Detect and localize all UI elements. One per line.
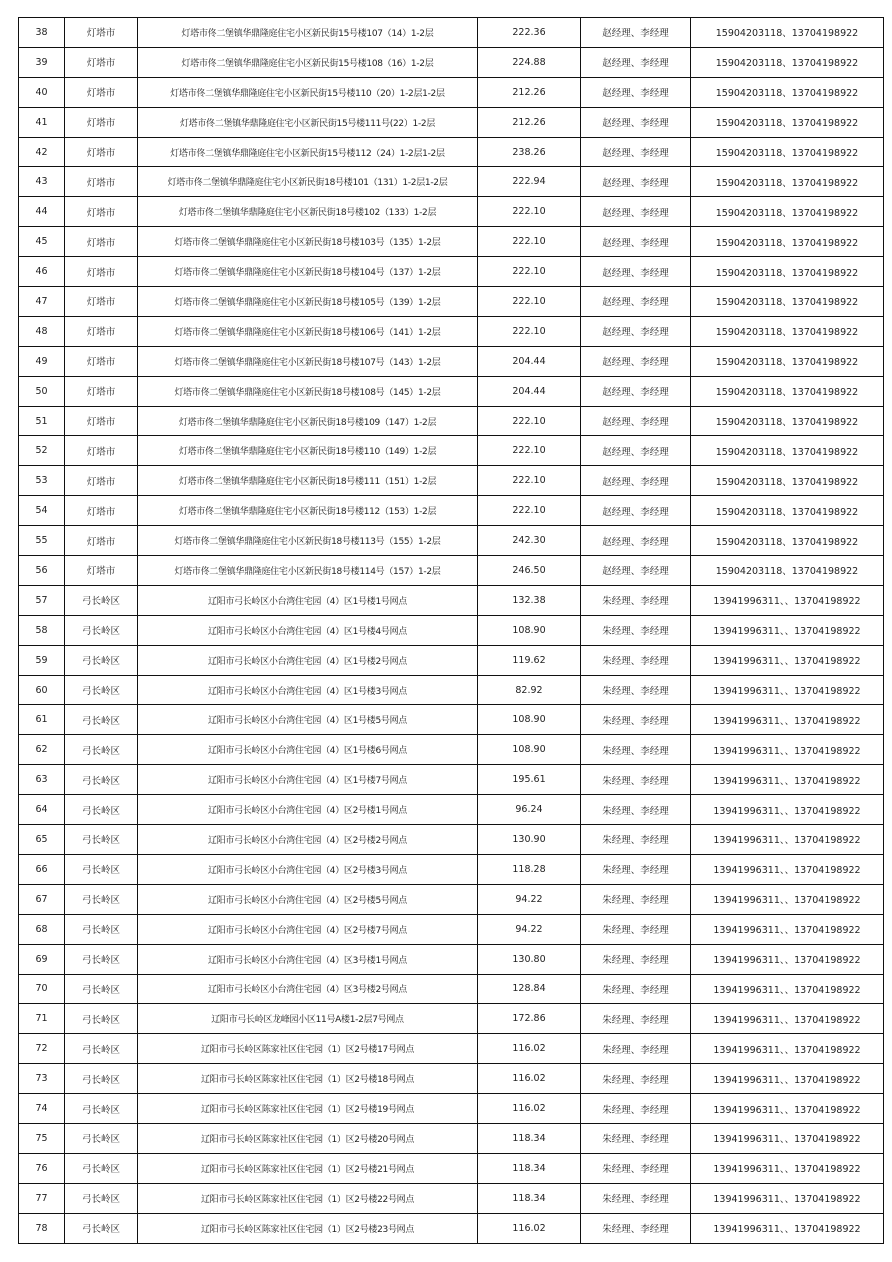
cell-district: 灯塔市 <box>65 107 138 137</box>
table-row <box>19 1064 884 1094</box>
cell-area: 238.26 <box>478 137 581 167</box>
cell-district: 弓长岭区 <box>65 765 138 795</box>
cell-manager: 赵经理、李经理 <box>581 316 691 346</box>
cell-district: 弓长岭区 <box>65 974 138 1004</box>
cell-phone: 15904203118、13704198922 <box>691 556 884 586</box>
cell-manager: 朱经理、李经理 <box>581 974 691 1004</box>
cell-number: 51 <box>19 406 65 436</box>
cell-phone: 13941996311、、13704198922 <box>691 944 884 974</box>
cell-number: 69 <box>19 944 65 974</box>
cell-district: 灯塔市 <box>65 466 138 496</box>
cell-district: 弓长岭区 <box>65 1153 138 1183</box>
cell-manager: 朱经理、李经理 <box>581 735 691 765</box>
cell-district: 灯塔市 <box>65 77 138 107</box>
cell-manager: 赵经理、李经理 <box>581 47 691 77</box>
table-row <box>19 884 884 914</box>
cell-phone: 15904203118、13704198922 <box>691 47 884 77</box>
cell-number: 67 <box>19 884 65 914</box>
table-row <box>19 257 884 287</box>
cell-phone: 15904203118、13704198922 <box>691 18 884 48</box>
cell-district: 弓长岭区 <box>65 1213 138 1243</box>
cell-area: 204.44 <box>478 376 581 406</box>
cell-district: 弓长岭区 <box>65 1004 138 1034</box>
cell-number: 40 <box>19 77 65 107</box>
table-row <box>19 1213 884 1243</box>
cell-manager: 朱经理、李经理 <box>581 825 691 855</box>
cell-address: 灯塔市佟二堡镇华鼎隆庭住宅小区新民街18号楼102（133）1-2层 <box>138 197 478 227</box>
cell-address: 灯塔市佟二堡镇华鼎隆庭住宅小区新民街18号楼109（147）1-2层 <box>138 406 478 436</box>
cell-area: 116.02 <box>478 1094 581 1124</box>
table-row <box>19 316 884 346</box>
table-row <box>19 556 884 586</box>
cell-phone: 13941996311、、13704198922 <box>691 1213 884 1243</box>
cell-area: 224.88 <box>478 47 581 77</box>
table-row <box>19 77 884 107</box>
cell-area: 116.02 <box>478 1064 581 1094</box>
cell-address: 灯塔市佟二堡镇华鼎隆庭住宅小区新民街18号楼111（151）1-2层 <box>138 466 478 496</box>
cell-number: 74 <box>19 1094 65 1124</box>
cell-district: 灯塔市 <box>65 197 138 227</box>
cell-manager: 朱经理、李经理 <box>581 854 691 884</box>
cell-address: 灯塔市佟二堡镇华鼎隆庭住宅小区新民街15号楼110（20）1-2层1-2层 <box>138 77 478 107</box>
cell-area: 222.10 <box>478 406 581 436</box>
cell-number: 39 <box>19 47 65 77</box>
table-row <box>19 1153 884 1183</box>
cell-manager: 朱经理、李经理 <box>581 1064 691 1094</box>
table-row <box>19 854 884 884</box>
cell-address: 辽阳市弓长岭区小台湾住宅园（4）区3号楼2号网点 <box>138 974 478 1004</box>
cell-phone: 15904203118、13704198922 <box>691 197 884 227</box>
cell-area: 116.02 <box>478 1034 581 1064</box>
cell-address: 灯塔市佟二堡镇华鼎隆庭住宅小区新民街18号楼113号（155）1-2层 <box>138 526 478 556</box>
cell-area: 94.22 <box>478 884 581 914</box>
table-row <box>19 615 884 645</box>
cell-manager: 朱经理、李经理 <box>581 884 691 914</box>
cell-address: 辽阳市弓长岭区陈家社区住宅园（1）区2号楼17号网点 <box>138 1034 478 1064</box>
cell-address: 辽阳市弓长岭区陈家社区住宅园（1）区2号楼22号网点 <box>138 1183 478 1213</box>
cell-address: 灯塔市佟二堡镇华鼎隆庭住宅小区新民街18号楼103号（135）1-2层 <box>138 227 478 257</box>
cell-area: 118.34 <box>478 1183 581 1213</box>
table-row <box>19 107 884 137</box>
cell-number: 49 <box>19 346 65 376</box>
cell-manager: 赵经理、李经理 <box>581 526 691 556</box>
cell-manager: 赵经理、李经理 <box>581 257 691 287</box>
table-row <box>19 1034 884 1064</box>
cell-address: 灯塔市佟二堡镇华鼎隆庭住宅小区新民街18号楼104号（137）1-2层 <box>138 257 478 287</box>
cell-number: 65 <box>19 825 65 855</box>
cell-manager: 赵经理、李经理 <box>581 227 691 257</box>
cell-manager: 赵经理、李经理 <box>581 77 691 107</box>
table-row <box>19 496 884 526</box>
cell-number: 44 <box>19 197 65 227</box>
cell-phone: 15904203118、13704198922 <box>691 346 884 376</box>
cell-phone: 13941996311、、13704198922 <box>691 884 884 914</box>
cell-number: 45 <box>19 227 65 257</box>
cell-manager: 赵经理、李经理 <box>581 406 691 436</box>
cell-area: 119.62 <box>478 645 581 675</box>
table-row <box>19 436 884 466</box>
cell-manager: 朱经理、李经理 <box>581 1123 691 1153</box>
cell-number: 66 <box>19 854 65 884</box>
cell-manager: 赵经理、李经理 <box>581 346 691 376</box>
cell-number: 75 <box>19 1123 65 1153</box>
cell-address: 灯塔市佟二堡镇华鼎隆庭住宅小区新民街18号楼105号（139）1-2层 <box>138 287 478 317</box>
cell-address: 辽阳市弓长岭区小台湾住宅园（4）区3号楼1号网点 <box>138 944 478 974</box>
cell-area: 212.26 <box>478 107 581 137</box>
cell-address: 辽阳市弓长岭区小台湾住宅园（4）区1号楼1号网点 <box>138 585 478 615</box>
cell-number: 71 <box>19 1004 65 1034</box>
cell-district: 弓长岭区 <box>65 884 138 914</box>
cell-address: 辽阳市弓长岭区小台湾住宅园（4）区2号楼1号网点 <box>138 795 478 825</box>
cell-manager: 朱经理、李经理 <box>581 1004 691 1034</box>
cell-address: 辽阳市弓长岭区陈家社区住宅园（1）区2号楼18号网点 <box>138 1064 478 1094</box>
cell-address: 灯塔市佟二堡镇华鼎隆庭住宅小区新民街15号楼112（24）1-2层1-2层 <box>138 137 478 167</box>
cell-number: 41 <box>19 107 65 137</box>
table-body <box>19 18 884 1244</box>
cell-manager: 朱经理、李经理 <box>581 795 691 825</box>
cell-area: 116.02 <box>478 1213 581 1243</box>
cell-number: 64 <box>19 795 65 825</box>
property-table <box>18 17 884 1244</box>
cell-number: 61 <box>19 705 65 735</box>
cell-manager: 赵经理、李经理 <box>581 496 691 526</box>
cell-address: 辽阳市弓长岭区小台湾住宅园（4）区2号楼3号网点 <box>138 854 478 884</box>
table-row <box>19 18 884 48</box>
cell-district: 弓长岭区 <box>65 1034 138 1064</box>
cell-number: 55 <box>19 526 65 556</box>
cell-manager: 赵经理、李经理 <box>581 197 691 227</box>
cell-district: 弓长岭区 <box>65 615 138 645</box>
table-row <box>19 346 884 376</box>
cell-district: 灯塔市 <box>65 257 138 287</box>
cell-number: 58 <box>19 615 65 645</box>
cell-area: 128.84 <box>478 974 581 1004</box>
cell-area: 222.10 <box>478 316 581 346</box>
cell-manager: 朱经理、李经理 <box>581 585 691 615</box>
table-row <box>19 675 884 705</box>
cell-phone: 13941996311、、13704198922 <box>691 1123 884 1153</box>
cell-address: 灯塔市佟二堡镇华鼎隆庭住宅小区新民街15号楼111号(22）1-2层 <box>138 107 478 137</box>
cell-area: 242.30 <box>478 526 581 556</box>
cell-address: 灯塔市佟二堡镇华鼎隆庭住宅小区新民街18号楼114号（157）1-2层 <box>138 556 478 586</box>
cell-manager: 赵经理、李经理 <box>581 107 691 137</box>
cell-phone: 15904203118、13704198922 <box>691 287 884 317</box>
cell-number: 68 <box>19 914 65 944</box>
cell-district: 灯塔市 <box>65 436 138 466</box>
cell-district: 灯塔市 <box>65 406 138 436</box>
cell-area: 222.10 <box>478 197 581 227</box>
cell-district: 弓长岭区 <box>65 854 138 884</box>
cell-district: 灯塔市 <box>65 496 138 526</box>
cell-manager: 赵经理、李经理 <box>581 376 691 406</box>
cell-address: 辽阳市弓长岭区小台湾住宅园（4）区2号楼2号网点 <box>138 825 478 855</box>
cell-district: 灯塔市 <box>65 526 138 556</box>
cell-address: 辽阳市弓长岭区陈家社区住宅园（1）区2号楼20号网点 <box>138 1123 478 1153</box>
cell-district: 弓长岭区 <box>65 944 138 974</box>
cell-area: 108.90 <box>478 615 581 645</box>
table-row <box>19 585 884 615</box>
cell-phone: 13941996311、、13704198922 <box>691 1094 884 1124</box>
cell-area: 172.86 <box>478 1004 581 1034</box>
cell-phone: 13941996311、、13704198922 <box>691 1153 884 1183</box>
cell-district: 弓长岭区 <box>65 735 138 765</box>
cell-area: 222.10 <box>478 436 581 466</box>
cell-area: 96.24 <box>478 795 581 825</box>
cell-manager: 赵经理、李经理 <box>581 18 691 48</box>
cell-district: 弓长岭区 <box>65 705 138 735</box>
cell-phone: 13941996311、、13704198922 <box>691 1004 884 1034</box>
table-row <box>19 914 884 944</box>
cell-number: 48 <box>19 316 65 346</box>
cell-address: 辽阳市弓长岭区小台湾住宅园（4）区1号楼2号网点 <box>138 645 478 675</box>
cell-area: 222.10 <box>478 287 581 317</box>
cell-area: 118.34 <box>478 1123 581 1153</box>
table-row <box>19 795 884 825</box>
cell-district: 弓长岭区 <box>65 645 138 675</box>
cell-number: 52 <box>19 436 65 466</box>
table-row <box>19 765 884 795</box>
cell-number: 72 <box>19 1034 65 1064</box>
cell-phone: 13941996311、、13704198922 <box>691 825 884 855</box>
cell-phone: 15904203118、13704198922 <box>691 496 884 526</box>
cell-phone: 13941996311、、13704198922 <box>691 615 884 645</box>
cell-district: 弓长岭区 <box>65 1183 138 1213</box>
cell-district: 灯塔市 <box>65 47 138 77</box>
cell-number: 76 <box>19 1153 65 1183</box>
cell-manager: 朱经理、李经理 <box>581 645 691 675</box>
table-row <box>19 197 884 227</box>
cell-area: 222.10 <box>478 227 581 257</box>
cell-phone: 13941996311、、13704198922 <box>691 795 884 825</box>
table-row <box>19 705 884 735</box>
cell-address: 灯塔市佟二堡镇华鼎隆庭住宅小区新民街18号楼107号（143）1-2层 <box>138 346 478 376</box>
cell-address: 灯塔市佟二堡镇华鼎隆庭住宅小区新民街18号楼101（131）1-2层1-2层 <box>138 167 478 197</box>
cell-area: 82.92 <box>478 675 581 705</box>
cell-address: 辽阳市弓长岭区陈家社区住宅园（1）区2号楼19号网点 <box>138 1094 478 1124</box>
cell-district: 弓长岭区 <box>65 675 138 705</box>
cell-number: 57 <box>19 585 65 615</box>
table-row <box>19 466 884 496</box>
cell-manager: 朱经理、李经理 <box>581 1034 691 1064</box>
cell-district: 弓长岭区 <box>65 585 138 615</box>
cell-district: 弓长岭区 <box>65 795 138 825</box>
cell-manager: 朱经理、李经理 <box>581 944 691 974</box>
cell-phone: 15904203118、13704198922 <box>691 137 884 167</box>
cell-area: 118.28 <box>478 854 581 884</box>
cell-address: 辽阳市弓长岭区小台湾住宅园（4）区1号楼7号网点 <box>138 765 478 795</box>
cell-manager: 朱经理、李经理 <box>581 1094 691 1124</box>
cell-address: 辽阳市弓长岭区小台湾住宅园（4）区2号楼7号网点 <box>138 914 478 944</box>
cell-number: 42 <box>19 137 65 167</box>
cell-district: 灯塔市 <box>65 346 138 376</box>
cell-number: 77 <box>19 1183 65 1213</box>
cell-phone: 13941996311、、13704198922 <box>691 914 884 944</box>
table-row <box>19 406 884 436</box>
cell-manager: 赵经理、李经理 <box>581 167 691 197</box>
cell-area: 222.10 <box>478 496 581 526</box>
cell-area: 118.34 <box>478 1153 581 1183</box>
table-row <box>19 1094 884 1124</box>
cell-address: 辽阳市弓长岭区小台湾住宅园（4）区2号楼5号网点 <box>138 884 478 914</box>
cell-phone: 13941996311、、13704198922 <box>691 585 884 615</box>
cell-district: 弓长岭区 <box>65 1064 138 1094</box>
cell-area: 130.90 <box>478 825 581 855</box>
cell-phone: 15904203118、13704198922 <box>691 406 884 436</box>
cell-address: 灯塔市佟二堡镇华鼎隆庭住宅小区新民街15号楼107（14）1-2层 <box>138 18 478 48</box>
cell-district: 弓长岭区 <box>65 1094 138 1124</box>
cell-district: 弓长岭区 <box>65 825 138 855</box>
cell-area: 222.10 <box>478 257 581 287</box>
cell-number: 62 <box>19 735 65 765</box>
cell-district: 灯塔市 <box>65 167 138 197</box>
cell-area: 132.38 <box>478 585 581 615</box>
cell-address: 辽阳市弓长岭区小台湾住宅园（4）区1号楼4号网点 <box>138 615 478 645</box>
cell-number: 54 <box>19 496 65 526</box>
cell-manager: 赵经理、李经理 <box>581 137 691 167</box>
cell-phone: 13941996311、、13704198922 <box>691 705 884 735</box>
table-row <box>19 1004 884 1034</box>
cell-district: 灯塔市 <box>65 316 138 346</box>
cell-phone: 15904203118、13704198922 <box>691 167 884 197</box>
cell-address: 灯塔市佟二堡镇华鼎隆庭住宅小区新民街18号楼106号（141）1-2层 <box>138 316 478 346</box>
cell-manager: 朱经理、李经理 <box>581 914 691 944</box>
cell-manager: 赵经理、李经理 <box>581 556 691 586</box>
cell-phone: 13941996311、、13704198922 <box>691 1034 884 1064</box>
table-row <box>19 526 884 556</box>
cell-area: 212.26 <box>478 77 581 107</box>
cell-phone: 13941996311、、13704198922 <box>691 675 884 705</box>
cell-number: 38 <box>19 18 65 48</box>
cell-district: 灯塔市 <box>65 556 138 586</box>
cell-address: 辽阳市弓长岭区小台湾住宅园（4）区1号楼6号网点 <box>138 735 478 765</box>
table-row <box>19 376 884 406</box>
cell-district: 灯塔市 <box>65 227 138 257</box>
cell-area: 222.94 <box>478 167 581 197</box>
cell-number: 50 <box>19 376 65 406</box>
cell-phone: 15904203118、13704198922 <box>691 227 884 257</box>
cell-area: 108.90 <box>478 705 581 735</box>
cell-address: 辽阳市弓长岭区陈家社区住宅园（1）区2号楼23号网点 <box>138 1213 478 1243</box>
cell-number: 78 <box>19 1213 65 1243</box>
cell-area: 222.36 <box>478 18 581 48</box>
cell-manager: 赵经理、李经理 <box>581 287 691 317</box>
cell-area: 108.90 <box>478 735 581 765</box>
cell-phone: 13941996311、、13704198922 <box>691 1183 884 1213</box>
cell-area: 94.22 <box>478 914 581 944</box>
cell-district: 弓长岭区 <box>65 1123 138 1153</box>
cell-number: 53 <box>19 466 65 496</box>
cell-manager: 朱经理、李经理 <box>581 765 691 795</box>
table-row <box>19 167 884 197</box>
cell-number: 60 <box>19 675 65 705</box>
table-row <box>19 1183 884 1213</box>
cell-manager: 朱经理、李经理 <box>581 615 691 645</box>
cell-number: 73 <box>19 1064 65 1094</box>
table-row <box>19 227 884 257</box>
cell-address: 辽阳市弓长岭区小台湾住宅园（4）区1号楼5号网点 <box>138 705 478 735</box>
table-row <box>19 47 884 77</box>
cell-phone: 13941996311、、13704198922 <box>691 735 884 765</box>
cell-number: 63 <box>19 765 65 795</box>
cell-address: 灯塔市佟二堡镇华鼎隆庭住宅小区新民街18号楼110（149）1-2层 <box>138 436 478 466</box>
table-row <box>19 287 884 317</box>
cell-manager: 赵经理、李经理 <box>581 436 691 466</box>
cell-district: 弓长岭区 <box>65 914 138 944</box>
cell-phone: 15904203118、13704198922 <box>691 107 884 137</box>
cell-number: 56 <box>19 556 65 586</box>
cell-area: 195.61 <box>478 765 581 795</box>
table-row <box>19 645 884 675</box>
cell-phone: 13941996311、、13704198922 <box>691 645 884 675</box>
cell-address: 辽阳市弓长岭区龙峰园小区11号A楼1-2层7号网点 <box>138 1004 478 1034</box>
cell-phone: 15904203118、13704198922 <box>691 526 884 556</box>
cell-area: 222.10 <box>478 466 581 496</box>
cell-district: 灯塔市 <box>65 137 138 167</box>
cell-phone: 15904203118、13704198922 <box>691 466 884 496</box>
cell-address: 辽阳市弓长岭区小台湾住宅园（4）区1号楼3号网点 <box>138 675 478 705</box>
cell-phone: 15904203118、13704198922 <box>691 376 884 406</box>
cell-address: 灯塔市佟二堡镇华鼎隆庭住宅小区新民街18号楼108号（145）1-2层 <box>138 376 478 406</box>
cell-manager: 赵经理、李经理 <box>581 466 691 496</box>
cell-area: 130.80 <box>478 944 581 974</box>
cell-area: 246.50 <box>478 556 581 586</box>
cell-phone: 13941996311、、13704198922 <box>691 1064 884 1094</box>
table-row <box>19 825 884 855</box>
table-row <box>19 735 884 765</box>
cell-manager: 朱经理、李经理 <box>581 1213 691 1243</box>
cell-number: 43 <box>19 167 65 197</box>
cell-phone: 13941996311、、13704198922 <box>691 854 884 884</box>
table-row <box>19 974 884 1004</box>
table-row <box>19 1123 884 1153</box>
cell-phone: 13941996311、、13704198922 <box>691 974 884 1004</box>
cell-address: 灯塔市佟二堡镇华鼎隆庭住宅小区新民街18号楼112（153）1-2层 <box>138 496 478 526</box>
cell-number: 70 <box>19 974 65 1004</box>
cell-manager: 朱经理、李经理 <box>581 675 691 705</box>
cell-manager: 朱经理、李经理 <box>581 1153 691 1183</box>
cell-district: 灯塔市 <box>65 287 138 317</box>
cell-phone: 13941996311、、13704198922 <box>691 765 884 795</box>
cell-number: 47 <box>19 287 65 317</box>
cell-phone: 15904203118、13704198922 <box>691 77 884 107</box>
cell-phone: 15904203118、13704198922 <box>691 257 884 287</box>
cell-district: 灯塔市 <box>65 18 138 48</box>
cell-address: 辽阳市弓长岭区陈家社区住宅园（1）区2号楼21号网点 <box>138 1153 478 1183</box>
cell-district: 灯塔市 <box>65 376 138 406</box>
cell-number: 46 <box>19 257 65 287</box>
table-row <box>19 944 884 974</box>
cell-address: 灯塔市佟二堡镇华鼎隆庭住宅小区新民街15号楼108（16）1-2层 <box>138 47 478 77</box>
cell-phone: 15904203118、13704198922 <box>691 436 884 466</box>
cell-number: 59 <box>19 645 65 675</box>
cell-manager: 朱经理、李经理 <box>581 1183 691 1213</box>
cell-phone: 15904203118、13704198922 <box>691 316 884 346</box>
table-row <box>19 137 884 167</box>
cell-manager: 朱经理、李经理 <box>581 705 691 735</box>
cell-area: 204.44 <box>478 346 581 376</box>
